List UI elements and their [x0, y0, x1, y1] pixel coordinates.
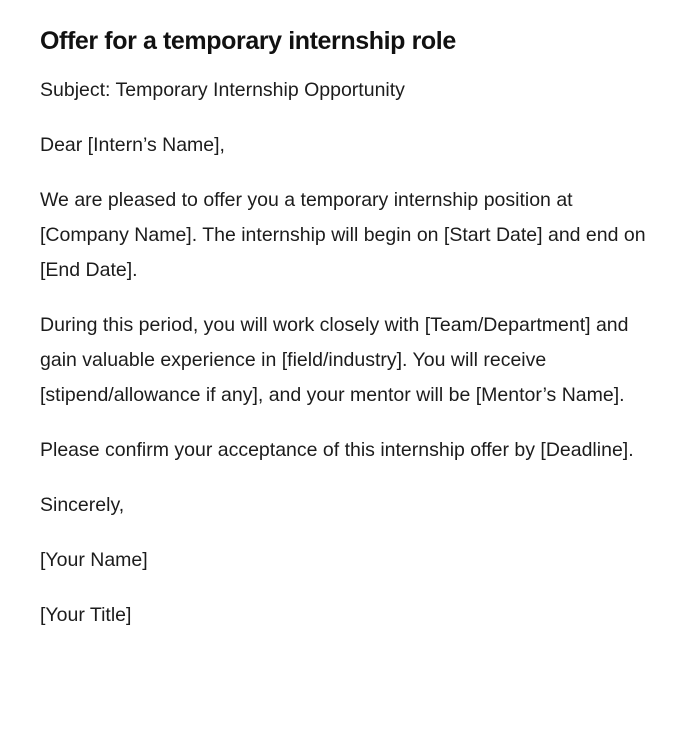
salutation: Dear [Intern’s Name], [40, 134, 225, 156]
document-title: Offer for a temporary internship role [40, 27, 456, 55]
body-paragraph-confirmation: Please confirm your acceptance of this internship offer by [Deadline]. [40, 439, 634, 461]
subject-line: Subject: Temporary Internship Opportunity [40, 79, 405, 101]
letter-document [40, 24, 650, 653]
closing: Sincerely, [40, 494, 125, 516]
body-paragraph-offer: We are pleased to offer you a temporary internship position at [Company Name]. The internship will begin on [Start Date] and end on [End Date]. [40, 189, 646, 281]
sender-name: [Your Name] [40, 549, 148, 571]
body-paragraph-details: During this period, you will work closely with [Team/Department] and gain valuable experience in [field/industry]. You will receive [stipend/allowance if any], and your mentor will be [Mentor’s Name]. [40, 314, 629, 406]
sender-title: [Your Title] [40, 604, 132, 626]
